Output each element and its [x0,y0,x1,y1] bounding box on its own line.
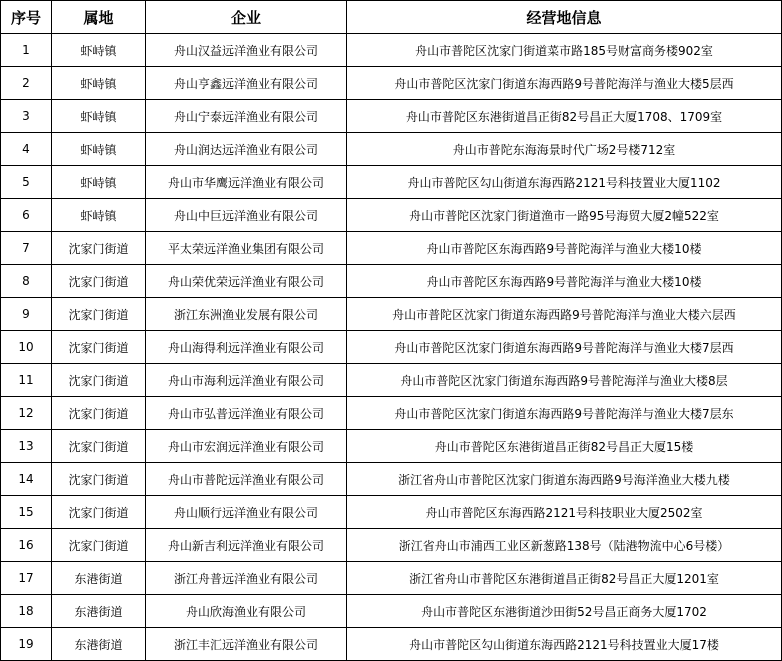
table-row [1,562,782,595]
cell-enterprise: 舟山新吉利远洋渔业有限公司 [146,529,347,562]
cell-index: 12 [1,397,52,430]
cell-index: 1 [1,34,52,67]
cell-index: 7 [1,232,52,265]
cell-enterprise: 舟山海得利远洋渔业有限公司 [146,331,347,364]
table-row [1,67,782,100]
cell-locality: 虾峙镇 [52,199,146,232]
cell-enterprise: 舟山宁泰远洋渔业有限公司 [146,100,347,133]
cell-index: 16 [1,529,52,562]
cell-address: 舟山市普陀区沈家门街道东海西路9号普陀海洋与渔业大楼六层西 [347,298,782,331]
table-row [1,397,782,430]
table-row [1,298,782,331]
cell-address: 舟山市普陀东海海景时代广场2号楼712室 [347,133,782,166]
cell-address: 浙江省舟山市浦西工业区新葱路138号（陆港物流中心6号楼） [347,529,782,562]
cell-locality: 沈家门街道 [52,496,146,529]
cell-index: 10 [1,331,52,364]
cell-enterprise: 舟山荣优荣远洋渔业有限公司 [146,265,347,298]
cell-index: 13 [1,430,52,463]
cell-index: 14 [1,463,52,496]
cell-address: 舟山市普陀区东港街道沙田街52号昌正商务大厦1702 [347,595,782,628]
cell-enterprise: 舟山市宏润远洋渔业有限公司 [146,430,347,463]
table-row [1,628,782,661]
cell-enterprise: 舟山市华鹰远洋渔业有限公司 [146,166,347,199]
cell-locality: 沈家门街道 [52,298,146,331]
header-address: 经营地信息 [347,1,782,34]
cell-enterprise: 舟山顺行远洋渔业有限公司 [146,496,347,529]
cell-address: 舟山市普陀区东港街道昌正街82号昌正大厦1708、1709室 [347,100,782,133]
cell-index: 4 [1,133,52,166]
cell-address: 舟山市普陀区沈家门街道东海西路9号普陀海洋与渔业大楼7层西 [347,331,782,364]
cell-locality: 沈家门街道 [52,430,146,463]
cell-address: 舟山市普陀区东港街道昌正街82号昌正大厦15楼 [347,430,782,463]
cell-locality: 沈家门街道 [52,463,146,496]
table-row [1,166,782,199]
cell-index: 18 [1,595,52,628]
cell-address: 舟山市普陀区勾山街道东海西路2121号科技置业大厦1102 [347,166,782,199]
cell-address: 舟山市普陀区勾山街道东海西路2121号科技置业大厦17楼 [347,628,782,661]
table-row [1,496,782,529]
cell-address: 舟山市普陀区沈家门街道东海西路9号普陀海洋与渔业大楼8层 [347,364,782,397]
cell-address: 舟山市普陀区沈家门街道菜市路185号财富商务楼902室 [347,34,782,67]
table-row [1,331,782,364]
cell-locality: 沈家门街道 [52,331,146,364]
cell-address: 舟山市普陀区东海西路2121号科技职业大厦2502室 [347,496,782,529]
cell-index: 19 [1,628,52,661]
cell-index: 9 [1,298,52,331]
cell-locality: 沈家门街道 [52,397,146,430]
cell-index: 2 [1,67,52,100]
cell-enterprise: 浙江舟普远洋渔业有限公司 [146,562,347,595]
cell-locality: 虾峙镇 [52,133,146,166]
cell-enterprise: 浙江丰汇远洋渔业有限公司 [146,628,347,661]
cell-index: 8 [1,265,52,298]
table-row [1,133,782,166]
cell-enterprise: 浙江东洲渔业发展有限公司 [146,298,347,331]
table-row [1,463,782,496]
cell-index: 3 [1,100,52,133]
cell-address: 舟山市普陀区沈家门街道东海西路9号普陀海洋与渔业大楼7层东 [347,397,782,430]
cell-address: 浙江省舟山市普陀区东港街道昌正街82号昌正大厦1201室 [347,562,782,595]
cell-enterprise: 平太荣远洋渔业集团有限公司 [146,232,347,265]
table-row [1,232,782,265]
cell-address: 舟山市普陀区沈家门街道东海西路9号普陀海洋与渔业大楼5层西 [347,67,782,100]
cell-enterprise: 舟山市海利远洋渔业有限公司 [146,364,347,397]
cell-enterprise: 舟山亨鑫远洋渔业有限公司 [146,67,347,100]
cell-locality: 虾峙镇 [52,166,146,199]
table-row [1,595,782,628]
cell-locality: 沈家门街道 [52,265,146,298]
cell-address: 浙江省舟山市普陀区沈家门街道东海西路9号海洋渔业大楼九楼 [347,463,782,496]
cell-address: 舟山市普陀区东海西路9号普陀海洋与渔业大楼10楼 [347,265,782,298]
cell-enterprise: 舟山润达远洋渔业有限公司 [146,133,347,166]
table-row [1,100,782,133]
table-row [1,529,782,562]
cell-locality: 东港街道 [52,595,146,628]
table-row [1,265,782,298]
cell-locality: 东港街道 [52,562,146,595]
cell-enterprise: 舟山欣海渔业有限公司 [146,595,347,628]
cell-enterprise: 舟山市弘普远洋渔业有限公司 [146,397,347,430]
cell-index: 17 [1,562,52,595]
header-enterprise: 企业 [146,1,347,34]
table-row [1,34,782,67]
cell-index: 5 [1,166,52,199]
cell-address: 舟山市普陀区沈家门街道渔市一路95号海贸大厦2幢522室 [347,199,782,232]
cell-enterprise: 舟山汉益远洋渔业有限公司 [146,34,347,67]
header-index: 序号 [1,1,52,34]
table-row [1,364,782,397]
cell-locality: 虾峙镇 [52,67,146,100]
cell-locality: 沈家门街道 [52,529,146,562]
cell-address: 舟山市普陀区东海西路9号普陀海洋与渔业大楼10楼 [347,232,782,265]
cell-locality: 东港街道 [52,628,146,661]
header-row [1,1,782,34]
cell-locality: 虾峙镇 [52,34,146,67]
table-body [1,34,782,661]
cell-index: 11 [1,364,52,397]
cell-index: 6 [1,199,52,232]
table-row [1,199,782,232]
header-locality: 属地 [52,1,146,34]
cell-enterprise: 舟山中巨远洋渔业有限公司 [146,199,347,232]
cell-enterprise: 舟山市普陀远洋渔业有限公司 [146,463,347,496]
table-row [1,430,782,463]
cell-locality: 沈家门街道 [52,364,146,397]
cell-index: 15 [1,496,52,529]
cell-locality: 虾峙镇 [52,100,146,133]
cell-locality: 沈家门街道 [52,232,146,265]
